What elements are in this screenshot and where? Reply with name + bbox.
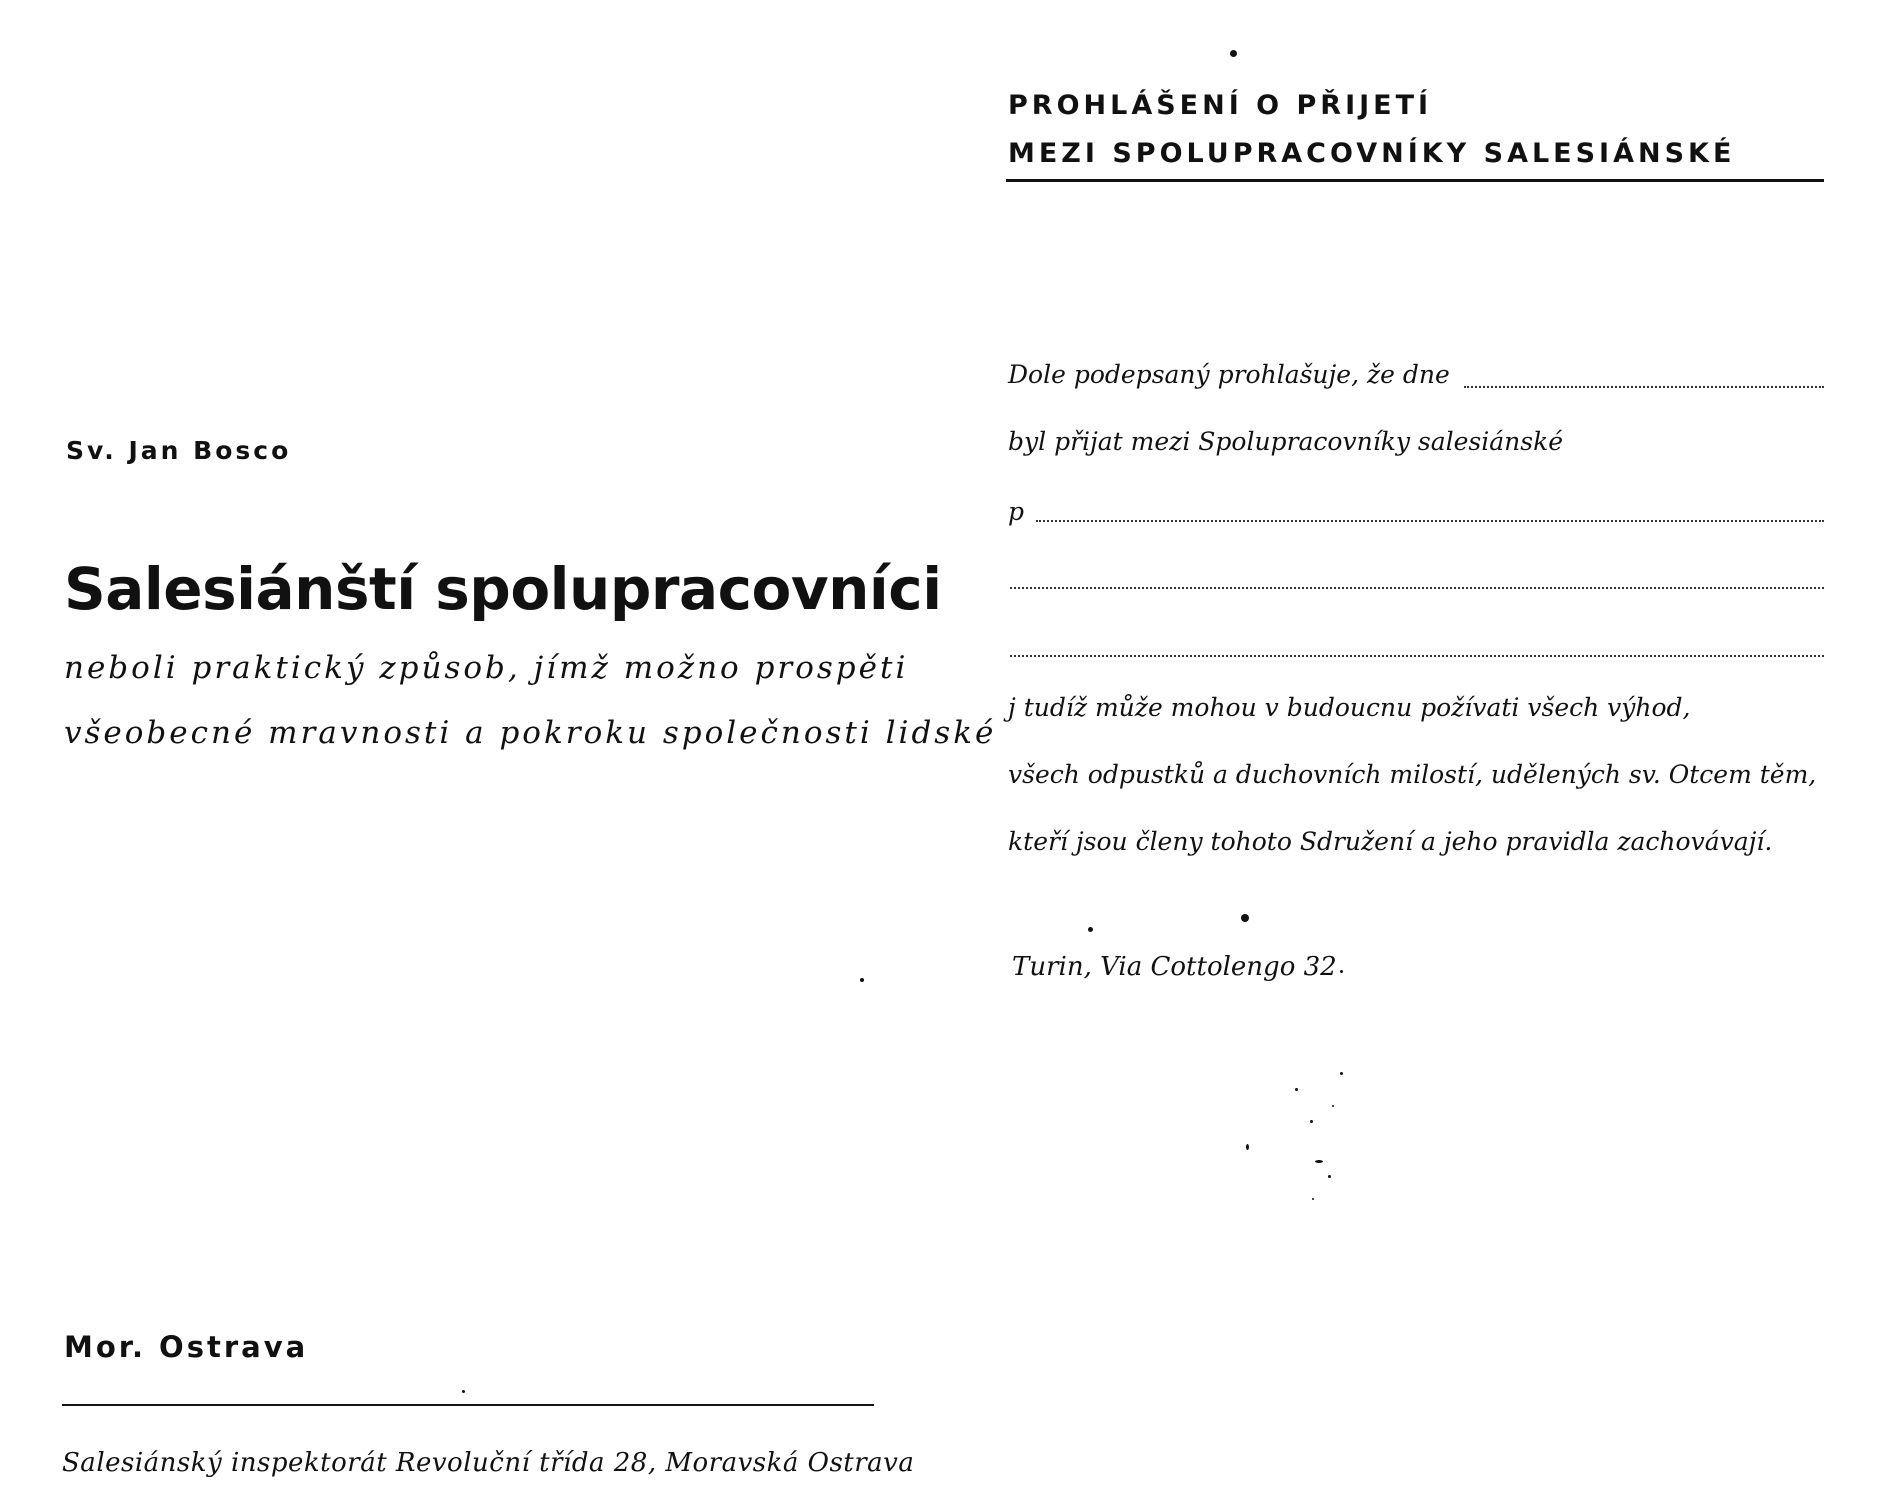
- form-heading-line-1: PROHLÁŠENÍ O PŘIJETÍ: [1008, 90, 1433, 121]
- address-line: Turin, Via Cottolengo 32: [1012, 952, 1337, 982]
- book-title: Salesiánští spolupracovníci: [64, 555, 942, 623]
- print-speck: [1246, 1144, 1249, 1150]
- name-fill-line-3[interactable]: [1010, 655, 1824, 657]
- print-speck: [1295, 1088, 1298, 1091]
- print-speck: [1241, 914, 1249, 922]
- print-speck: [462, 1390, 465, 1393]
- date-fill-line[interactable]: [1464, 386, 1824, 388]
- print-speck: [1230, 50, 1237, 57]
- publisher-line: Salesiánský inspektorát Revoluční třída 28, Moravská Ostrava: [62, 1448, 915, 1478]
- declaration-paragraph-line-3: kteří jsou členy tohoto Sdružení a jeho pravidla zachovávají.: [1008, 827, 1773, 856]
- declaration-accepted-label: byl přijat mezi Spolupracovníky salesiánské: [1008, 427, 1564, 456]
- declaration-date-label: Dole podepsaný prohlašuje, že dne: [1008, 360, 1450, 389]
- print-speck: [1312, 1198, 1314, 1200]
- subtitle-line-2: všeobecné mravnosti a pokroku společnosti lidské: [64, 715, 997, 751]
- declaration-name-prefix: p: [1008, 497, 1025, 526]
- subtitle-line-1: neboli praktický způsob, jímž možno prospěti: [64, 650, 909, 686]
- form-heading-line-2: MEZI SPOLUPRACOVNÍKY SALESIÁNSKÉ: [1008, 138, 1736, 169]
- declaration-paragraph-line-1: j tudíž může mohou v budoucnu požívati všech výhod,: [1008, 693, 1691, 722]
- name-fill-line-2[interactable]: [1010, 587, 1824, 589]
- publisher-divider: [62, 1404, 874, 1406]
- print-speck: [1315, 1160, 1323, 1163]
- author-name: Sv. Jan Bosco: [66, 436, 292, 465]
- heading-underline: [1006, 179, 1824, 182]
- declaration-paragraph-line-2: všech odpustků a duchovních milostí, udělených sv. Otcem těm,: [1008, 760, 1817, 789]
- print-speck: [1332, 1105, 1334, 1107]
- publication-place: Mor. Ostrava: [64, 1330, 309, 1364]
- name-fill-line-1[interactable]: [1036, 520, 1824, 522]
- print-speck: [1310, 1120, 1313, 1123]
- print-speck: [1328, 1175, 1331, 1178]
- print-speck: [1340, 1072, 1343, 1075]
- print-speck: [1340, 970, 1343, 973]
- print-speck: [1088, 927, 1093, 932]
- right-page: [940, 0, 1880, 1500]
- print-speck: [860, 978, 864, 982]
